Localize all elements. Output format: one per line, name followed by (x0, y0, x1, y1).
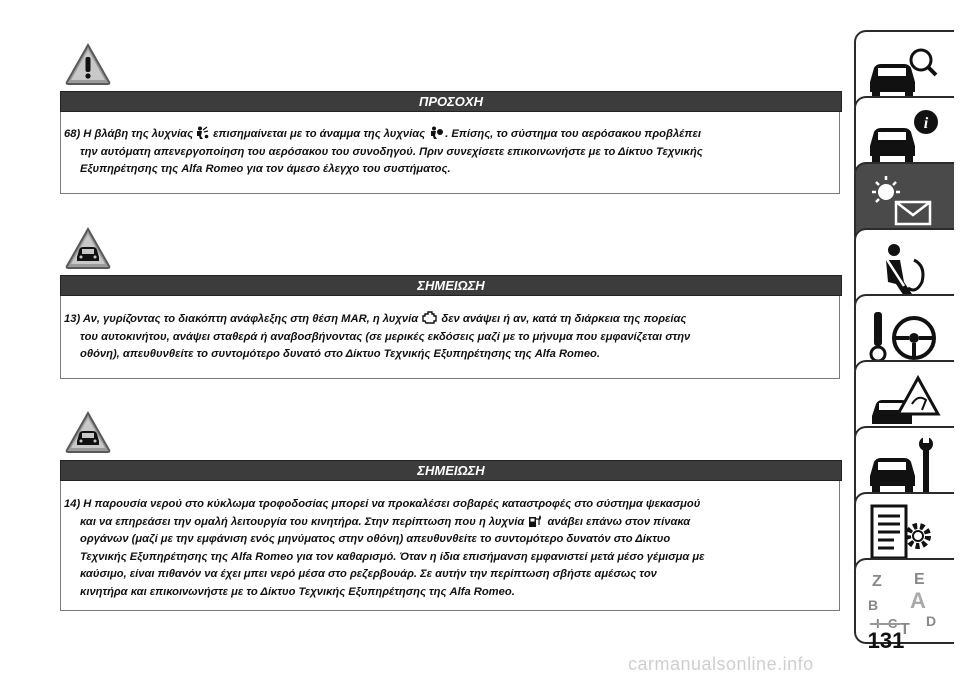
note2-line-2-start: και να επηρεάσει την ομαλή λειτουργία του κινητήρα. Στην περίπτωση που η λυχνία (80, 515, 528, 528)
note2-line-6: κινητήρα και επικοινωνήστε με το Δίκτυο Τεχνικής Εξυπηρέτησης της Alfa Romeo. (80, 585, 515, 598)
note-car-triangle-icon (64, 410, 112, 454)
warning-line-1-start: 68) Η βλάβη της λυχνίας (64, 128, 194, 140)
warning-line-2: την αυτόματη απενεργοποίηση του αερόσακου του συνοδηγού. Πριν συνεχίσετε επικοινωνήστε με το Δίκτυο Τεχνικής (80, 145, 703, 158)
engine-check-icon (422, 311, 437, 324)
note2-line-5: καύσιμο, είναι πιθανόν να έχει μπει νερό μέσα στο ρεζερβουάρ. Σε αυτήν την περίπτωση σβήστε αμέσως τον (80, 568, 657, 580)
alphabet-index-icon (864, 566, 944, 636)
index-letter: T (900, 621, 910, 636)
note1-paragraph (64, 311, 836, 364)
note2-paragraph (64, 496, 836, 601)
note2-line-1: 14) Η παρουσία νερού στο κύκλωμα τροφοδοσίας μπορεί να προκαλέσει σοβαρές καταστροφές στο σύστημα ψεκασμού (64, 498, 701, 510)
airbag-fault-icon (194, 126, 209, 139)
note2-header: ΣΗΜΕΙΩΣΗ (60, 460, 842, 481)
index-letter: A (910, 588, 926, 613)
warning-header: ΠΡΟΣΟΧΗ (60, 91, 842, 112)
index-letter: B (868, 597, 879, 613)
svg-text:i: i (923, 115, 929, 132)
note1-line-1-start: 13) Αν, γυρίζοντας το διακόπτη ανάφλεξης στη θέση MAR, η λυχνία (64, 313, 422, 325)
warning-paragraph (64, 126, 836, 179)
note1-line-1-end: δεν ανάψει ή αν, κατά τη διάρκεια της πορείας (438, 313, 687, 325)
warning-line-1-end: . Επίσης, το σύστημα του αερόσακου προβλέπει (445, 128, 701, 140)
page-number: 131 (867, 628, 905, 653)
note1-line-3: οθόνη), απευθυνθείτε το συντομότερο δυνατό στο Δίκτυο Τεχνικής Εξυπηρέτησης της Alfa Romeo. (80, 348, 600, 360)
index-letter: E (914, 571, 925, 588)
airbag-warning-icon (429, 126, 444, 139)
note2-line-2-end: ανάβει επάνω στον πίνακα (544, 515, 691, 528)
warning-triangle-icon (64, 42, 112, 86)
note2-line-3: οργάνων (μαζί με την εμφάνιση ενός μηνύματος στην οθόνη) απευθυνθείτε το συντομότερο δυνατόν στο Δίκτυο (80, 533, 671, 545)
water-in-fuel-icon (528, 514, 543, 527)
page-number-rule (870, 623, 900, 625)
warning-line-1-middle: επισημαίνεται με το άναμμα της λυχνίας (210, 128, 429, 140)
note-car-triangle-icon (64, 226, 112, 270)
note1-header: ΣΗΜΕΙΩΣΗ (60, 275, 842, 296)
index-letter: D (926, 613, 937, 629)
note1-line-2: του αυτοκινήτου, ανάψει σταθερά ή αναβοσβήνοντας (σε μερικές εκδόσεις μαζί με το μήνυμα που εμφανίζεται στην (80, 330, 691, 343)
warning-line-3: Εξυπηρέτησης της Alfa Romeo για τον άμεσο έλεγχο του συστήματος. (80, 163, 451, 175)
watermark: carmanualsonline.info (628, 654, 814, 674)
note2-line-4: Τεχνικής Εξυπηρέτησης της Alfa Romeo για τον καθαρισμό. Όταν η ίδια επισήμανση εμφανιστεί μετά μέσο γέμισμα με (80, 550, 705, 563)
index-letter: Z (872, 573, 882, 590)
